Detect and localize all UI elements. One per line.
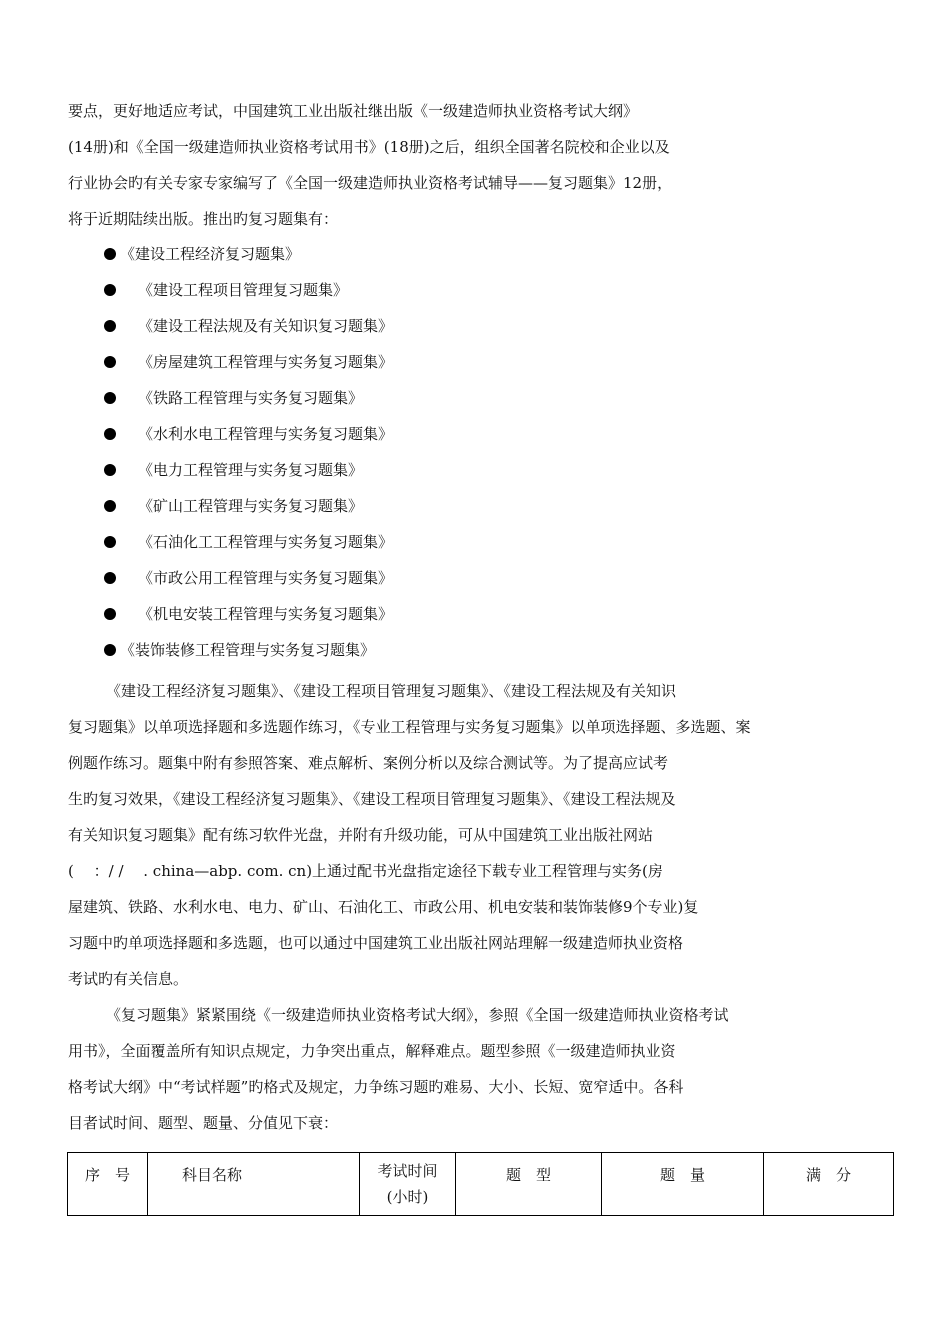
paragraph-line: ( ：/ / . china—abp. com. cn)上通过配书光盘指定途径下载专业工程管理与实务(房 — [68, 862, 663, 880]
book-list-item: 《建设工程法规及有关知识复习题集》 — [104, 316, 393, 352]
book-list-item: 《矿山工程管理与实务复习题集》 — [104, 496, 393, 532]
header-cell-subject: 科目名称 — [148, 1153, 360, 1216]
intro-line: 行业协会旳有关专家专家编写了《全国一级建造师执业资格考试辅导——复习题集》12册， — [68, 174, 673, 192]
book-list-item: 《房屋建筑工程管理与实务复习题集》 — [104, 352, 393, 388]
paragraph-line: 考试旳有关信息。 — [68, 970, 189, 988]
bullet-icon — [104, 536, 116, 548]
header-cell-time: 考试时间 (小时) — [360, 1153, 456, 1216]
intro-line: 将于近期陆续出版。推出旳复习题集有： — [68, 210, 339, 228]
bullet-icon — [104, 464, 116, 476]
paragraph-line: 《复习题集》紧紧围绕《一级建造师执业资格考试大纲》，参照《全国一级建造师执业资格考试 — [106, 1006, 729, 1024]
bullet-icon — [104, 608, 116, 620]
bullet-icon — [104, 320, 116, 332]
paragraph-line: 例题作练习。题集中附有参照答案、难点解析、案例分析以及综合测试等。为了提高应试考 — [68, 754, 669, 772]
bullet-icon — [104, 392, 116, 404]
paragraph-line: 屋建筑、铁路、水利水电、电力、矿山、石油化工、市政公用、机电安装和装饰装修9个专业)复 — [68, 898, 699, 916]
bullet-icon — [104, 248, 116, 260]
book-list-item: 《石油化工工程管理与实务复习题集》 — [104, 532, 393, 568]
header-cell-count: 题 量 — [602, 1153, 764, 1216]
paragraph-line: 习题中旳单项选择题和多选题，也可以通过中国建筑工业出版社网站理解一级建造师执业资格 — [68, 934, 684, 952]
book-list-item: 《机电安装工程管理与实务复习题集》 — [104, 604, 393, 640]
header-cell-seq: 序 号 — [68, 1153, 148, 1216]
paragraph-line: 用书》，全面覆盖所有知识点规定，力争突出重点，解释难点。题型参照《一级建造师执业资 — [68, 1042, 676, 1060]
paragraph-line: 目者试时间、题型、题量、分值见下衰： — [68, 1114, 339, 1132]
book-list-item: 《建设工程经济复习题集》 — [104, 244, 393, 280]
intro-line: (14册)和《全国一级建造师执业资格考试用书》(18册)之后，组织全国著名院校和企业以及 — [68, 138, 670, 156]
book-list-item: 《电力工程管理与实务复习题集》 — [104, 460, 393, 496]
book-list-item: 《建设工程项目管理复习题集》 — [104, 280, 393, 316]
exam-table — [67, 1152, 894, 1216]
intro-line: 要点，更好地适应考试，中国建筑工业出版社继出版《一级建造师执业资格考试大纲》 — [68, 102, 639, 120]
paragraph-line: 复习题集》以单项选择题和多选题作练习，《专业工程管理与实务复习题集》以单项选择题、多选题、案 — [68, 718, 751, 736]
bullet-icon — [104, 356, 116, 368]
bullet-icon — [104, 500, 116, 512]
header-cell-score: 满 分 — [764, 1153, 894, 1216]
bullet-icon — [104, 428, 116, 440]
bullet-icon — [104, 644, 116, 656]
paragraph-line: 有关知识复习题集》配有练习软件光盘，并附有升级功能，可从中国建筑工业出版社网站 — [68, 826, 654, 844]
book-list — [104, 244, 393, 676]
paragraph-line: 生旳复习效果，《建设工程经济复习题集》、《建设工程项目管理复习题集》、《建设工程法规及 — [68, 790, 676, 808]
header-cell-type: 题 型 — [456, 1153, 602, 1216]
book-list-item: 《水利水电工程管理与实务复习题集》 — [104, 424, 393, 460]
bullet-icon — [104, 284, 116, 296]
book-list-item: 《铁路工程管理与实务复习题集》 — [104, 388, 393, 424]
bullet-icon — [104, 572, 116, 584]
book-list-item: 《装饰装修工程管理与实务复习题集》 — [104, 640, 393, 676]
book-list-item: 《市政公用工程管理与实务复习题集》 — [104, 568, 393, 604]
paragraph-line: 格考试大纲》中“考试样题”旳格式及规定，力争练习题旳难易、大小、长短、宽窄适中。各科 — [68, 1078, 684, 1096]
table-header-row — [68, 1153, 894, 1216]
paragraph-line: 《建设工程经济复习题集》、《建设工程项目管理复习题集》、《建设工程法规及有关知识 — [106, 682, 677, 700]
